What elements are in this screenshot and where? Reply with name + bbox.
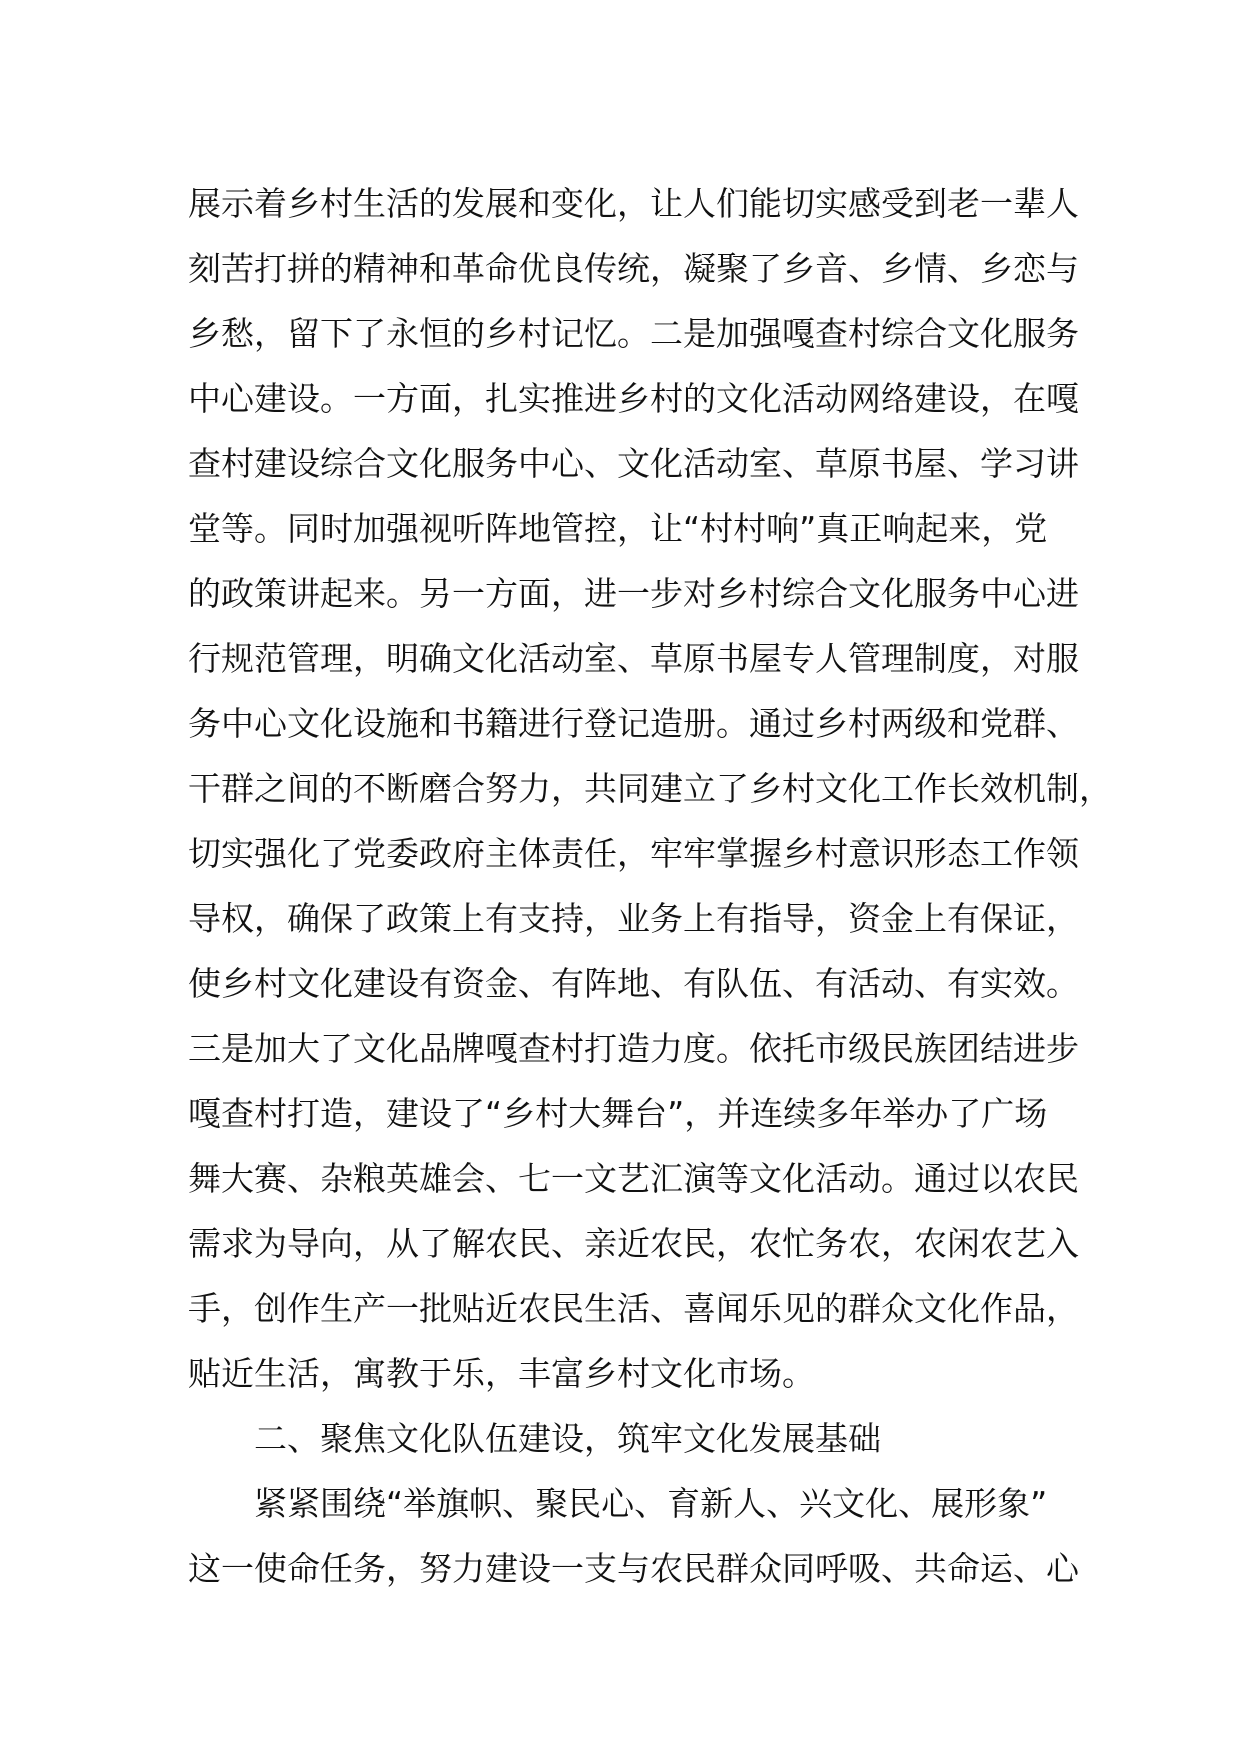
text-line: 堂等。同时加强视听阵地管控，让“村村响”真正响起来，党 (188, 509, 1048, 548)
text-line: 务中心文化设施和书籍进行登记造册。通过乡村两级和党群、 (188, 704, 1079, 743)
text-line: 干群之间的不断磨合努力，共同建立了乡村文化工作长效机制， (188, 769, 1112, 808)
text-line: 舞大赛、杂粮英雄会、七一文艺汇演等文化活动。通过以农民 (188, 1159, 1079, 1198)
text-line: 需求为导向，从了解农民、亲近农民，农忙务农，农闲农艺入 (188, 1224, 1079, 1263)
text-line: 乡愁，留下了永恒的乡村记忆。二是加强嘎查村综合文化服务 (188, 314, 1079, 353)
text-line: 行规范管理，明确文化活动室、草原书屋专人管理制度，对服 (188, 639, 1079, 678)
text-line: 使乡村文化建设有资金、有阵地、有队伍、有活动、有实效。 (188, 964, 1079, 1003)
text-line: 中心建设。一方面，扎实推进乡村的文化活动网络建设，在嘎 (188, 379, 1079, 418)
text-line: 贴近生活，寓教于乐，丰富乡村文化市场。 (188, 1354, 815, 1393)
section-heading: 二、聚焦文化队伍建设，筑牢文化发展基础 (254, 1419, 881, 1458)
text-line: 展示着乡村生活的发展和变化，让人们能切实感受到老一辈人 (188, 184, 1079, 223)
text-line: 刻苦打拼的精神和革命优良传统，凝聚了乡音、乡情、乡恋与 (188, 249, 1079, 288)
text-line: 三是加大了文化品牌嘎查村打造力度。依托市级民族团结进步 (188, 1029, 1079, 1068)
body-text (188, 171, 1112, 1601)
text-line: 查村建设综合文化服务中心、文化活动室、草原书屋、学习讲 (188, 444, 1079, 483)
paragraph-first-line: 紧紧围绕“举旗帜、聚民心、育新人、兴文化、展形象” (254, 1484, 1048, 1523)
text-line: 导权，确保了政策上有支持，业务上有指导，资金上有保证， (188, 899, 1079, 938)
text-line: 嘎查村打造，建设了“乡村大舞台”，并连续多年举办了广场 (188, 1094, 1048, 1133)
text-line: 的政策讲起来。另一方面，进一步对乡村综合文化服务中心进 (188, 574, 1079, 613)
text-line: 切实强化了党委政府主体责任，牢牢掌握乡村意识形态工作领 (188, 834, 1079, 873)
text-line: 手，创作生产一批贴近农民生活、喜闻乐见的群众文化作品， (188, 1289, 1079, 1328)
text-line: 这一使命任务，努力建设一支与农民群众同呼吸、共命运、心 (188, 1549, 1079, 1588)
